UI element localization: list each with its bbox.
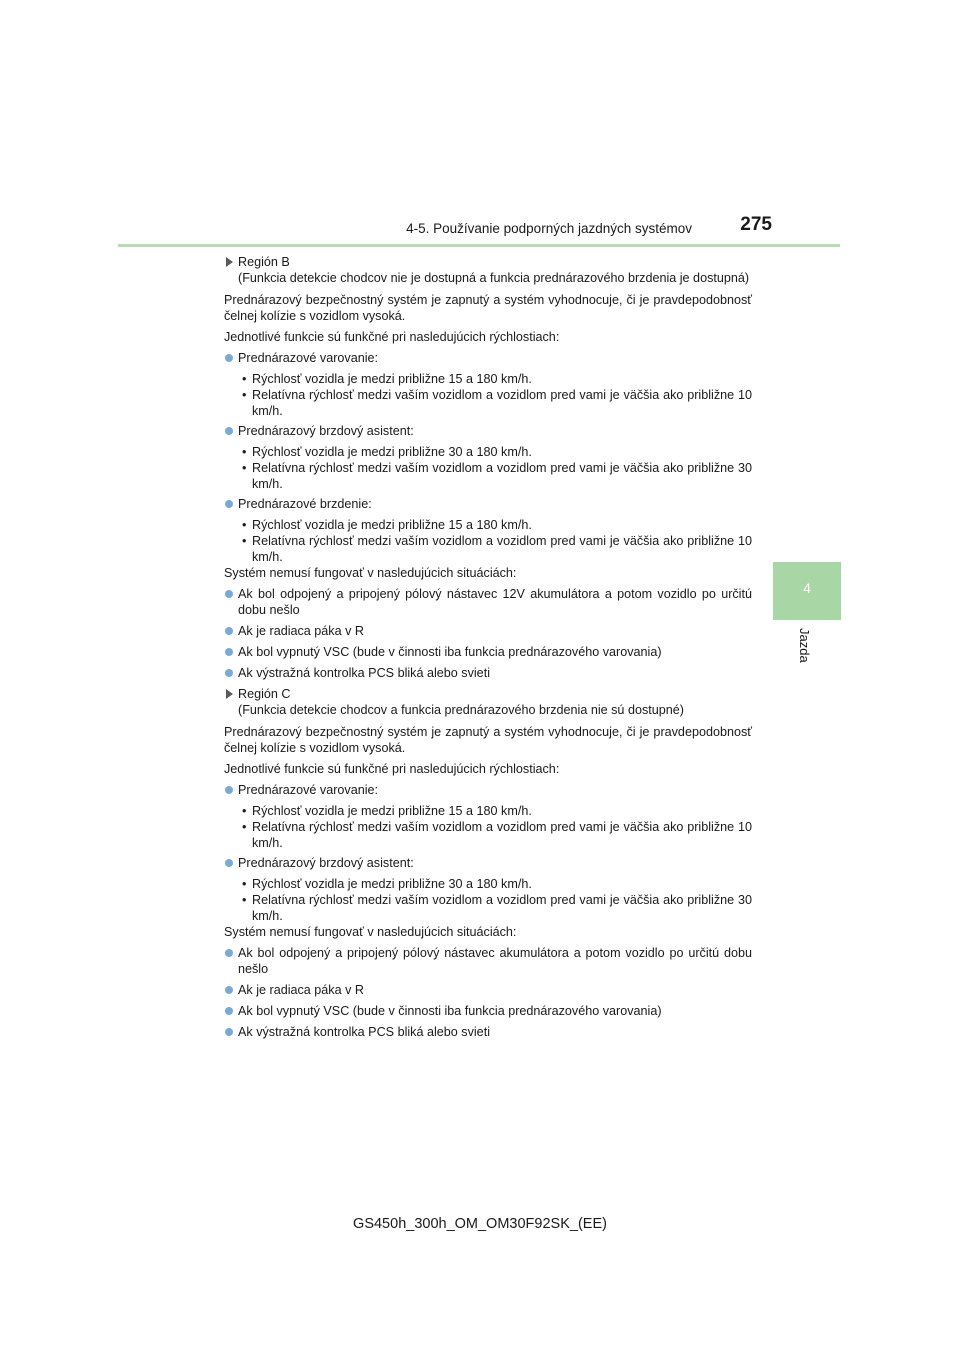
document-code: GS450h_300h_OM_OM30F92SK_(EE) <box>353 1216 607 1232</box>
limit-text: Ak výstražná kontrolka PCS bliká alebo svieti <box>238 1025 490 1039</box>
condition-text: Rýchlosť vozidla je medzi približne 30 a 180 km/h. <box>252 445 532 459</box>
bullet-dot-icon <box>225 669 233 677</box>
region-c-heading: Región C <box>238 687 291 701</box>
triangle-marker-icon <box>226 257 233 267</box>
triangle-marker-icon <box>226 689 233 699</box>
limit-text: Ak bol odpojený a pripojený pólový nástavec akumulátora a potom vozidlo po určitú dobu nešlo <box>238 946 752 976</box>
condition-list <box>238 371 752 419</box>
chapter-number: 4 <box>803 580 811 596</box>
limit-text: Ak bol vypnutý VSC (bude v činnosti iba funkcia prednárazového varovania) <box>238 1004 662 1018</box>
bullet-dot-icon <box>225 949 233 957</box>
function-name: Prednárazové brzdenie: <box>238 497 372 511</box>
condition-list <box>238 517 752 565</box>
region-b-intro: Prednárazový bezpečnostný systém je zapnutý a systém vyhodnocuje, či je pravdepodobnosť čelnej kolízie s vozidlom vysoká. <box>224 293 752 323</box>
condition-item <box>238 892 752 924</box>
region-b-heading-block <box>224 254 752 286</box>
region-c-heading-block <box>224 686 752 718</box>
region-b-function <box>224 423 752 439</box>
condition-item <box>238 533 752 565</box>
condition-list <box>238 876 752 924</box>
region-b-limit <box>224 623 752 639</box>
page-number: 275 <box>740 214 772 235</box>
condition-item <box>238 876 752 892</box>
limit-text: Ak je radiaca páka v R <box>238 624 364 638</box>
condition-text: Rýchlosť vozidla je medzi približne 15 a 180 km/h. <box>252 804 532 818</box>
condition-text: Relatívna rýchlosť medzi vaším vozidlom a vozidlom pred vami je väčšia ako približne 30 km/h. <box>252 461 752 491</box>
condition-text: Rýchlosť vozidla je medzi približne 30 a 180 km/h. <box>252 877 532 891</box>
bullet-dot-small-icon: • <box>242 877 247 891</box>
bullet-dot-small-icon: • <box>242 820 247 834</box>
limit-text: Ak bol vypnutý VSC (bude v činnosti iba funkcia prednárazového varovania) <box>238 645 662 659</box>
condition-text: Rýchlosť vozidla je medzi približne 15 a 180 km/h. <box>252 372 532 386</box>
bullet-dot-icon <box>225 786 233 794</box>
bullet-dot-icon <box>225 1028 233 1036</box>
condition-text: Rýchlosť vozidla je medzi približne 15 a 180 km/h. <box>252 518 532 532</box>
bullet-dot-small-icon: • <box>242 804 247 818</box>
function-name: Prednárazové varovanie: <box>238 783 379 797</box>
bullet-dot-icon <box>225 354 233 362</box>
region-c-function <box>224 855 752 871</box>
region-c-speeds-intro: Jednotlivé funkcie sú funkčné pri nasledujúcich rýchlostiach: <box>224 762 560 776</box>
bullet-dot-icon <box>225 986 233 994</box>
limit-text: Ak výstražná kontrolka PCS bliká alebo svieti <box>238 666 490 680</box>
bullet-dot-icon <box>225 1007 233 1015</box>
bullet-dot-icon <box>225 427 233 435</box>
condition-item <box>238 803 752 819</box>
condition-list <box>238 444 752 492</box>
chapter-label-container <box>778 628 838 678</box>
bullet-dot-icon <box>225 500 233 508</box>
region-b-speeds-intro: Jednotlivé funkcie sú funkčné pri nasledujúcich rýchlostiach: <box>224 330 560 344</box>
region-c-limit <box>224 945 752 977</box>
condition-text: Relatívna rýchlosť medzi vaším vozidlom a vozidlom pred vami je väčšia ako približne 10 km/h. <box>252 388 752 418</box>
bullet-dot-icon <box>225 627 233 635</box>
region-b-limits-intro: Systém nemusí fungovať v nasledujúcich situáciách: <box>224 566 517 580</box>
header-rule <box>118 244 840 247</box>
condition-item <box>238 460 752 492</box>
function-name: Prednárazové varovanie: <box>238 351 379 365</box>
condition-item <box>238 819 752 851</box>
bullet-dot-small-icon: • <box>242 445 247 459</box>
bullet-dot-small-icon: • <box>242 372 247 386</box>
page-content <box>224 254 752 1045</box>
region-c-limits-intro: Systém nemusí fungovať v nasledujúcich situáciách: <box>224 925 517 939</box>
region-b-limit <box>224 644 752 660</box>
region-b-function <box>224 496 752 512</box>
bullet-dot-small-icon: • <box>242 518 247 532</box>
region-c-intro: Prednárazový bezpečnostný systém je zapnutý a systém vyhodnocuje, či je pravdepodobnosť čelnej kolízie s vozidlom vysoká. <box>224 725 752 755</box>
condition-text: Relatívna rýchlosť medzi vaším vozidlom a vozidlom pred vami je väčšia ako približne 30 km/h. <box>252 893 752 923</box>
region-b-function <box>224 350 752 366</box>
chapter-label: Jazda <box>797 628 812 663</box>
section-title: 4-5. Používanie podporných jazdných systémov <box>406 221 692 236</box>
region-c-limit <box>224 1024 752 1040</box>
region-c-function <box>224 782 752 798</box>
region-b-limit <box>224 586 752 618</box>
limit-text: Ak je radiaca páka v R <box>238 983 364 997</box>
bullet-dot-icon <box>225 590 233 598</box>
bullet-dot-small-icon: • <box>242 388 247 402</box>
region-c-limit <box>224 982 752 998</box>
limit-text: Ak bol odpojený a pripojený pólový nástavec 12V akumulátora a potom vozidlo po určitú dobu nešlo <box>238 587 752 617</box>
chapter-tab <box>773 562 841 620</box>
function-name: Prednárazový brzdový asistent: <box>238 856 414 870</box>
condition-text: Relatívna rýchlosť medzi vaším vozidlom a vozidlom pred vami je väčšia ako približne 10 km/h. <box>252 820 752 850</box>
bullet-dot-small-icon: • <box>242 461 247 475</box>
condition-text: Relatívna rýchlosť medzi vaším vozidlom a vozidlom pred vami je väčšia ako približne 10 km/h. <box>252 534 752 564</box>
bullet-dot-small-icon: • <box>242 893 247 907</box>
region-b-note: (Funkcia detekcie chodcov nie je dostupná a funkcia prednárazového brzdenia je dostupná) <box>238 271 750 285</box>
condition-item <box>238 387 752 419</box>
region-c-limit <box>224 1003 752 1019</box>
bullet-dot-icon <box>225 648 233 656</box>
bullet-dot-small-icon: • <box>242 534 247 548</box>
bullet-dot-icon <box>225 859 233 867</box>
region-b-limit <box>224 665 752 681</box>
condition-item <box>238 444 752 460</box>
condition-item <box>238 517 752 533</box>
region-b-heading: Región B <box>238 255 290 269</box>
condition-list <box>238 803 752 851</box>
region-c-note: (Funkcia detekcie chodcov a funkcia prednárazového brzdenia nie sú dostupné) <box>238 703 684 717</box>
condition-item <box>238 371 752 387</box>
function-name: Prednárazový brzdový asistent: <box>238 424 414 438</box>
